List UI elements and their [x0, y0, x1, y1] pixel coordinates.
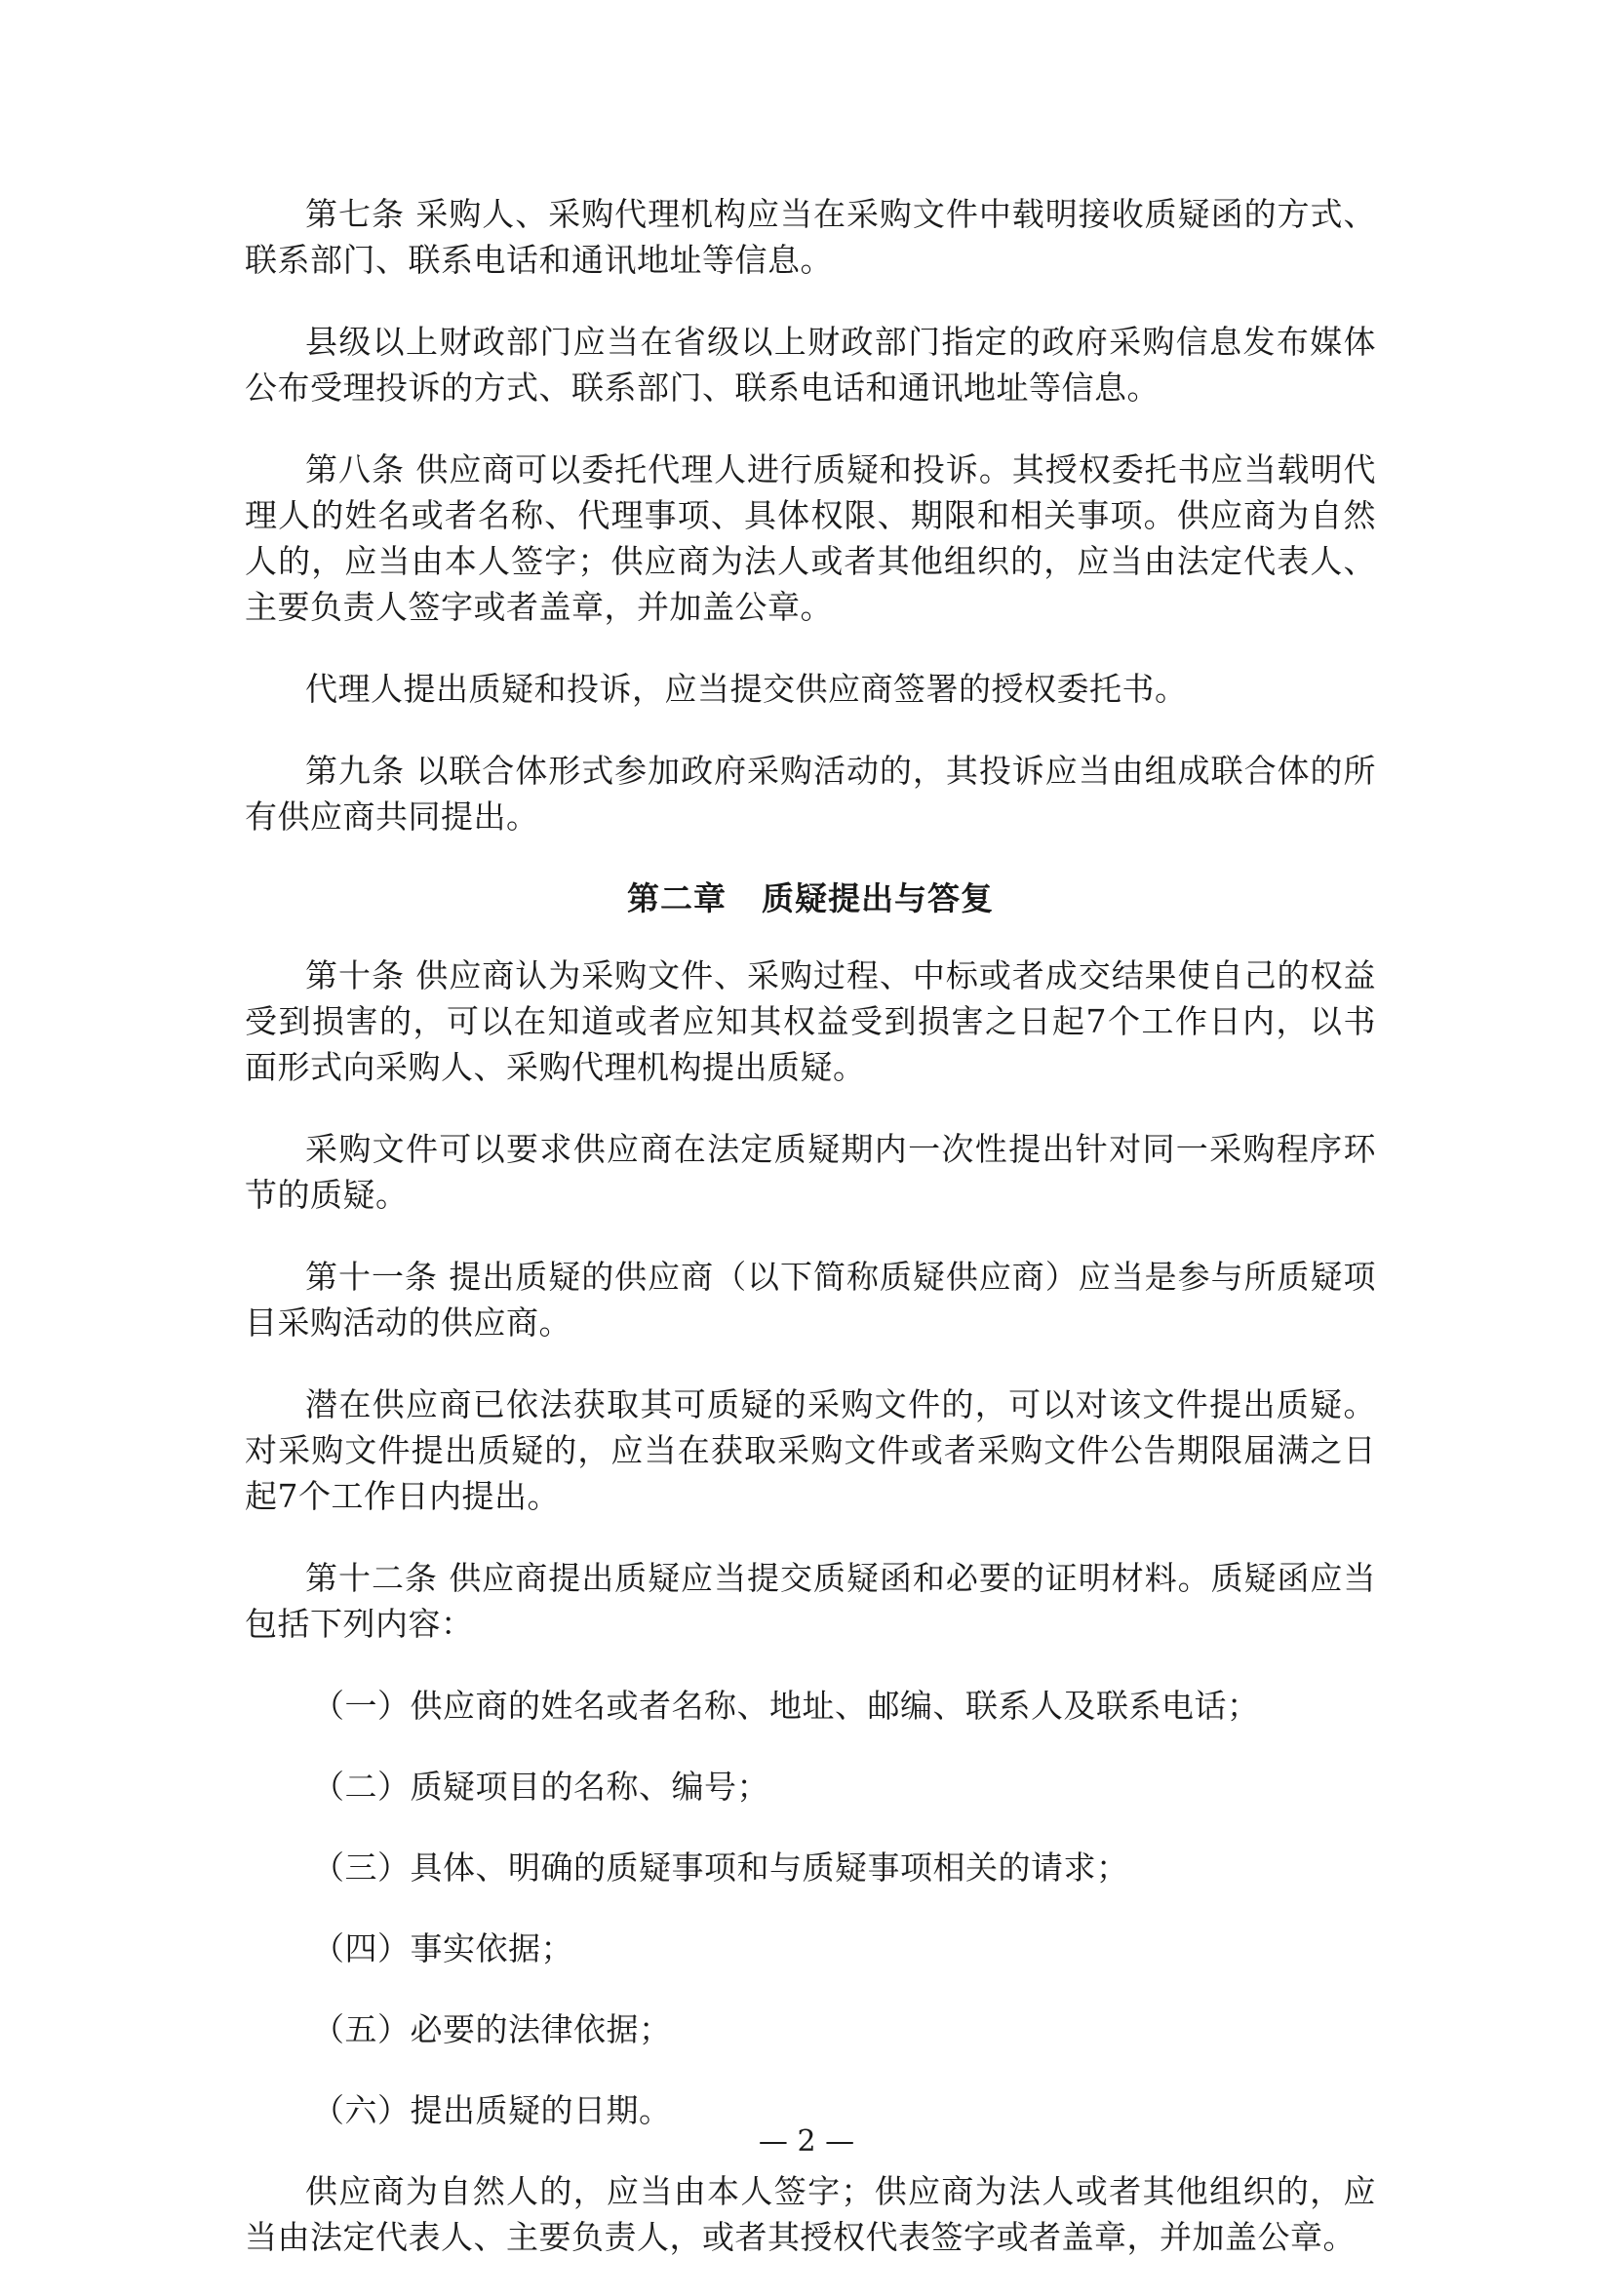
- paragraph-article-9: 第九条 以联合体形式参加政府采购活动的，其投诉应当由组成联合体的所有供应商共同提出。: [245, 752, 1376, 836]
- list-item-4: （四）事实依据；: [312, 1929, 573, 1967]
- chapter-title: 质疑提出与答复: [762, 879, 994, 917]
- list-item-3: （三）具体、明确的质疑事项和与质疑事项相关的请求；: [312, 1848, 1129, 1887]
- list-item-5: （五）必要的法律依据；: [312, 2010, 672, 2048]
- paragraph-article-11-potential: 潜在供应商已依法获取其可质疑的采购文件的，可以对该文件提出质疑。对采购文件提出质疑的，应当在获取采购文件或者采购文件公告期限届满之日起7个工作日内提出。: [245, 1385, 1376, 1515]
- list-item-2: （二）质疑项目的名称、编号；: [312, 1768, 769, 1806]
- paragraph-article-11: 第十一条 提出质疑的供应商（以下简称质疑供应商）应当是参与所质疑项目采购活动的供应商。: [245, 1258, 1376, 1342]
- chapter-number: 第二章: [627, 879, 727, 917]
- paragraph-article-7: 第七条 采购人、采购代理机构应当在采购文件中载明接收质疑函的方式、联系部门、联系电话和通讯地址等信息。: [245, 195, 1376, 279]
- paragraph-article-10: 第十条 供应商认为采购文件、采购过程、中标或者成交结果使自己的权益受到损害的，可以在知道或者应知其权益受到损害之日起7个工作日内，以书面形式向采购人、采购代理机构提出质疑。: [245, 956, 1376, 1086]
- paragraph-article-8-agent: 代理人提出质疑和投诉，应当提交供应商签署的授权委托书。: [305, 670, 1188, 708]
- paragraph-article-7-county: 县级以上财政部门应当在省级以上财政部门指定的政府采购信息发布媒体公布受理投诉的方式、联系部门、联系电话和通讯地址等信息。: [245, 323, 1376, 407]
- paragraph-article-10-documents: 采购文件可以要求供应商在法定质疑期内一次性提出针对同一采购程序环节的质疑。: [245, 1130, 1376, 1214]
- paragraph-article-8: 第八条 供应商可以委托代理人进行质疑和投诉。其授权委托书应当载明代理人的姓名或者名称、代理事项、具体权限、期限和相关事项。供应商为自然人的，应当由本人签字；供应商为法人或者其他组织的，应当由法定代表人、主要负责人签字或者盖章，并加盖公章。: [245, 450, 1376, 626]
- page-number: — 2 —: [758, 2124, 855, 2159]
- list-item-1: （一）供应商的姓名或者名称、地址、邮编、联系人及联系电话；: [312, 1687, 1260, 1725]
- paragraph-closing: 供应商为自然人的，应当由本人签字；供应商为法人或者其他组织的，应当由法定代表人、主要负责人，或者其授权代表签字或者盖章，并加盖公章。: [245, 2172, 1376, 2256]
- paragraph-article-12: 第十二条 供应商提出质疑应当提交质疑函和必要的证明材料。质疑函应当包括下列内容：: [245, 1559, 1376, 1643]
- list-item-6: （六）提出质疑的日期。: [312, 2091, 672, 2129]
- document-body: [245, 191, 1376, 2296]
- chapter-heading: [245, 876, 1376, 921]
